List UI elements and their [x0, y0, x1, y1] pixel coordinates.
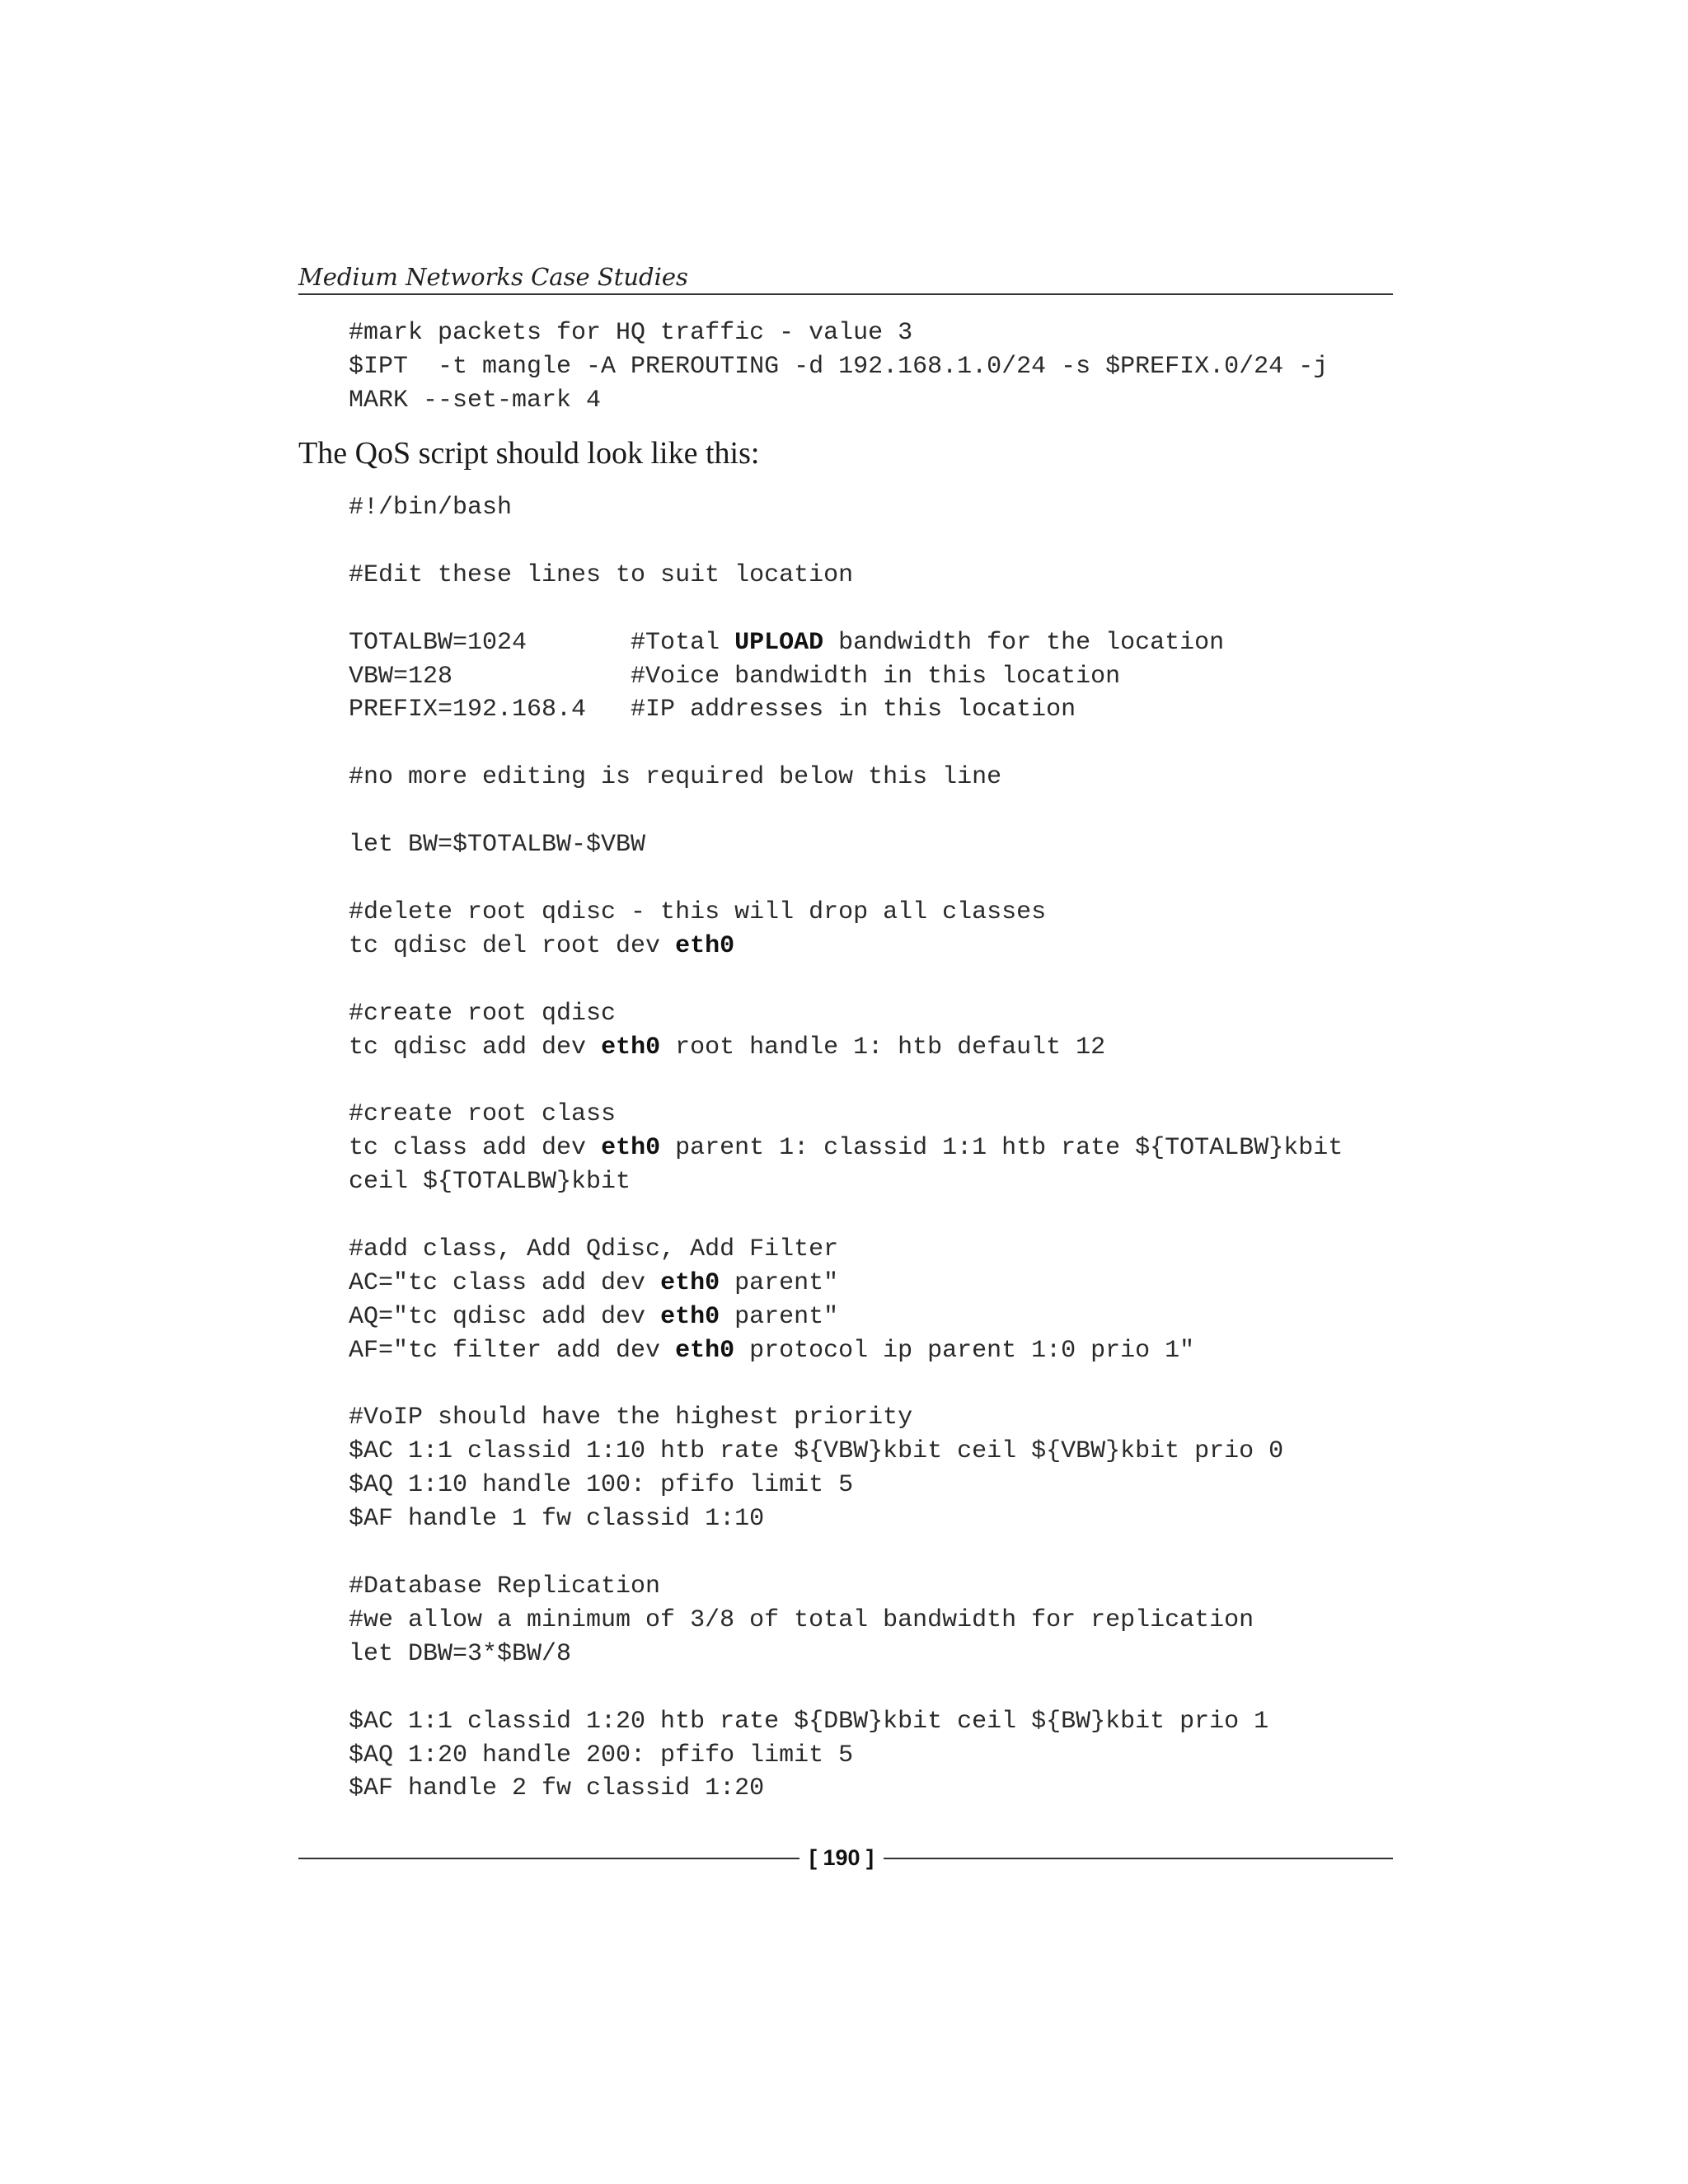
code-line: AF="tc filter add dev eth0 protocol ip parent 1:0 prio 1": [349, 1336, 1195, 1365]
code-line: ceil ${TOTALBW}kbit: [349, 1168, 631, 1197]
code-line: #!/bin/bash: [349, 494, 513, 522]
code-line: tc class add dev eth0 parent 1: classid 1:1 htb rate ${TOTALBW}kbit: [349, 1134, 1343, 1163]
code-line: #delete root qdisc - this will drop all classes: [349, 898, 1047, 926]
code-line: let BW=$TOTALBW-$VBW: [349, 831, 646, 860]
page-number: [ 190 ]: [809, 1845, 874, 1870]
code-emphasis: eth0: [601, 1134, 661, 1163]
code-emphasis: eth0: [675, 931, 735, 960]
code-line: #no more editing is required below this line: [349, 763, 1002, 792]
code-line: #Database Replication: [349, 1572, 661, 1601]
code-line: tc qdisc del root dev eth0: [349, 931, 735, 960]
code-line: $AQ 1:10 handle 100: pfifo limit 5: [349, 1471, 854, 1500]
code-line: #create root class: [349, 1100, 617, 1129]
footer-rule-left: [298, 1858, 799, 1859]
footer-rule-right: [884, 1858, 1393, 1859]
code-line: AQ="tc qdisc add dev eth0 parent": [349, 1302, 839, 1331]
header-rule: [298, 293, 1393, 295]
code-line: #create root qdisc: [349, 999, 617, 1028]
code-line: $AF handle 2 fw classid 1:20: [349, 1774, 765, 1803]
code-line: $AF handle 1 fw classid 1:10: [349, 1505, 765, 1534]
code-line: #mark packets for HQ traffic - value 3: [349, 319, 913, 347]
code-emphasis: eth0: [601, 1033, 661, 1062]
code-line: #we allow a minimum of 3/8 of total bandwidth for replication: [349, 1605, 1254, 1634]
code-block-mark-packets: [349, 316, 1328, 418]
code-line: $AQ 1:20 handle 200: pfifo limit 5: [349, 1741, 854, 1769]
intro-paragraph: The QoS script should look like this:: [298, 436, 760, 471]
code-emphasis: eth0: [660, 1302, 720, 1331]
code-line: $AC 1:1 classid 1:20 htb rate ${DBW}kbit ceil ${BW}kbit prio 1: [349, 1707, 1269, 1736]
code-line: MARK --set-mark 4: [349, 386, 602, 415]
code-line: PREFIX=192.168.4 #IP addresses in this location: [349, 696, 1076, 724]
code-line: $AC 1:1 classid 1:10 htb rate ${VBW}kbit ceil ${VBW}kbit prio 0: [349, 1437, 1284, 1466]
code-line: #add class, Add Qdisc, Add Filter: [349, 1235, 839, 1263]
code-emphasis: eth0: [660, 1268, 720, 1297]
code-emphasis: UPLOAD: [734, 628, 824, 657]
code-line: #Edit these lines to suit location: [349, 560, 854, 589]
code-line: #VoIP should have the highest priority: [349, 1404, 913, 1432]
code-line: AC="tc class add dev eth0 parent": [349, 1268, 839, 1297]
running-head: Medium Networks Case Studies: [298, 263, 688, 291]
code-line: TOTALBW=1024 #Total UPLOAD bandwidth for the location: [349, 628, 1225, 657]
code-line: $IPT -t mangle -A PREROUTING -d 192.168.1.0/24 -s $PREFIX.0/24 -j: [349, 352, 1329, 381]
code-block-qos-script: [349, 491, 1343, 1806]
code-emphasis: eth0: [675, 1336, 735, 1365]
code-line: tc qdisc add dev eth0 root handle 1: htb default 12: [349, 1033, 1106, 1062]
code-line: let DBW=3*$BW/8: [349, 1639, 572, 1668]
code-line: VBW=128 #Voice bandwidth in this location: [349, 662, 1121, 691]
